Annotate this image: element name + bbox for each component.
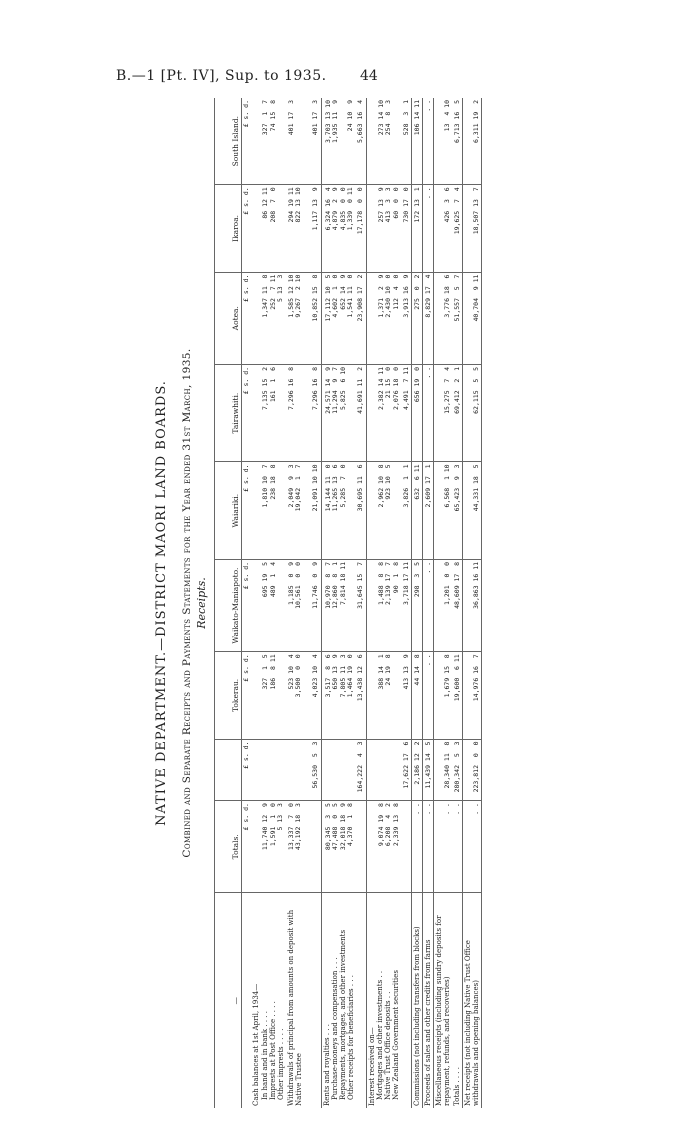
value-cell: 6,568 1 10 xyxy=(434,462,453,560)
table-row xyxy=(366,98,401,1108)
value-cell: 2,382 14 11 21 15 0 2,076 18 0 xyxy=(366,364,401,462)
unit-cell: £ s. d. xyxy=(242,739,252,801)
value-cell xyxy=(286,739,304,801)
value-cell: 19,625 7 4 xyxy=(452,185,463,272)
unit-cell: £ s. d. xyxy=(242,272,252,364)
value-cell: . . xyxy=(423,559,434,651)
value-cell: 1,679 15 8 xyxy=(434,652,453,739)
column-header: Tokerau. xyxy=(215,652,242,739)
rotated-table-area xyxy=(150,98,690,1108)
unit-cell: £ s. d. xyxy=(242,801,252,893)
table-body xyxy=(251,98,482,1108)
value-cell: 40,704 9 11 xyxy=(463,272,482,364)
column-header: Waikato-Maniapoto. xyxy=(215,559,242,651)
value-cell: 1,201 0 0 xyxy=(434,559,453,651)
value-cell: 69,412 2 1 xyxy=(452,364,463,462)
value-cell: 62,115 5 5 xyxy=(463,364,482,462)
table-title: NATIVE DEPARTMENT.—DISTRICT MAORI LAND BOARDS. xyxy=(154,380,169,826)
value-cell: 294 19 11 822 13 10 xyxy=(286,185,304,272)
value-cell: 106 14 11 xyxy=(412,98,423,185)
value-cell: 7,296 16 8 xyxy=(286,364,304,462)
value-cell: 10,852 15 8 xyxy=(304,272,321,364)
value-cell: 3,913 16 9 xyxy=(401,272,412,364)
row-label: Rents and royalties . . . Purchase-moneys and compensation . . . Repayments, mortgages, and other investments Other receipts for beneficiaries . . . xyxy=(322,929,355,1106)
row-label: Withdrawals of principal from amounts on deposit with Native Trustee xyxy=(286,909,303,1106)
table-row xyxy=(401,98,412,1108)
column-header-row xyxy=(215,98,242,1108)
value-cell: 298 3 5 xyxy=(412,559,423,651)
value-cell: 695 19 5 489 1 4 xyxy=(251,559,285,651)
value-cell: 6,311 19 2 xyxy=(463,98,482,185)
value-cell: 523 10 4 3,500 0 0 xyxy=(286,652,304,739)
value-cell: 14,144 11 0 11,265 13 6 5,285 7 0 xyxy=(321,462,356,560)
value-cell: 36,863 16 11 xyxy=(463,559,482,651)
document-reference: B.—1 [Pt. IV], Sup. to 1935. xyxy=(116,68,327,84)
column-header: Ikaroa. xyxy=(215,185,242,272)
value-cell: 7,135 15 2 161 1 6 xyxy=(251,364,285,462)
unit-cell: £ s. d. xyxy=(242,652,252,739)
table-row xyxy=(286,98,304,1108)
value-cell: 17,178 0 0 xyxy=(356,185,367,272)
value-cell: 6,713 16 5 xyxy=(452,98,463,185)
rotated-content xyxy=(150,98,690,1108)
value-cell: 401 17 3 xyxy=(286,98,304,185)
value-cell: 13,438 12 6 xyxy=(356,652,367,739)
value-cell: 413 13 9 xyxy=(401,652,412,739)
value-cell xyxy=(251,739,285,801)
value-cell: 31,645 15 7 xyxy=(356,559,367,651)
value-cell: 2,049 9 3 19,042 1 7 xyxy=(286,462,304,560)
value-cell: . . xyxy=(423,364,434,462)
value-cell: 273 14 10 254 8 3 xyxy=(366,98,401,185)
table-row xyxy=(434,98,453,1108)
value-cell xyxy=(401,801,412,893)
value-cell: 23,908 17 2 xyxy=(356,272,367,364)
value-cell: 327 1 7 74 15 8 xyxy=(251,98,285,185)
value-cell: 1,185 0 9 10,561 0 0 xyxy=(286,559,304,651)
value-cell: 2,186 12 2 xyxy=(412,739,423,801)
unit-cell: £ s. d. xyxy=(242,462,252,560)
value-cell: 1,371 2 9 2,430 10 0 112 4 0 xyxy=(366,272,401,364)
value-cell: . . xyxy=(412,801,423,893)
row-label: Cash balances at 1st April, 1934— In hand and in bank . . . . Imprests at Post Office . . . . Other imprests . . . . xyxy=(252,983,285,1106)
row-label: Miscellaneous receipts (including sundry deposits for repayment, refunds, and recoveries) xyxy=(435,915,452,1106)
value-cell: 1,347 11 8 252 7 11 5 13 3 xyxy=(251,272,285,364)
value-cell: 280,342 5 3 xyxy=(452,739,463,801)
value-cell xyxy=(304,801,321,893)
table-row xyxy=(412,98,423,1108)
value-cell: 41,691 11 2 xyxy=(356,364,367,462)
value-cell: 528 3 1 xyxy=(401,98,412,185)
table-row xyxy=(463,98,482,1108)
value-cell: 30,695 11 6 xyxy=(356,462,367,560)
column-header: Waiariki. xyxy=(215,462,242,560)
value-cell: 164,222 4 3 xyxy=(356,739,367,801)
section-label: Receipts. xyxy=(195,577,208,629)
value-cell: 3,718 17 11 xyxy=(401,559,412,651)
row-label: Commissions (not including transfers from blocks) xyxy=(412,893,423,1108)
value-cell: 15,275 7 4 xyxy=(434,364,453,462)
row-label: Net receipts (not including Native Trust Office withdrawals and opening balances) xyxy=(463,893,482,1108)
table-row xyxy=(452,98,463,1108)
value-cell: 65,423 9 3 xyxy=(452,462,463,560)
value-cell: 388 14 1 24 19 8 xyxy=(366,652,401,739)
value-cell: 3,776 18 6 xyxy=(434,272,453,364)
receipts-table xyxy=(214,98,482,1108)
value-cell xyxy=(321,739,356,801)
row-label xyxy=(304,893,321,1108)
value-cell: 56,530 5 3 xyxy=(304,739,321,801)
value-cell: 17,112 10 5 4,602 1 0 652 14 9 1,541 11 0 xyxy=(321,272,356,364)
unit-row xyxy=(242,98,252,1108)
table-subtitle: Combined and Separate Receipts and Payments Statements for the Year ended 31st March, 1935. xyxy=(181,348,193,858)
column-header: — xyxy=(215,893,242,1108)
column-header: South Island. xyxy=(215,98,242,185)
value-cell: 426 3 6 xyxy=(434,185,453,272)
value-cell: 24,571 14 9 11,294 9 7 5,825 6 10 xyxy=(321,364,356,462)
column-header: Tairawhiti. xyxy=(215,364,242,462)
table-row xyxy=(304,98,321,1108)
value-cell: . . xyxy=(452,801,463,893)
value-cell: 5,663 16 4 xyxy=(356,98,367,185)
column-header: Aotea. xyxy=(215,272,242,364)
value-cell: 11,740 12 9 1,591 1 0 5 13 3 xyxy=(251,801,285,893)
row-label xyxy=(401,893,412,1108)
value-cell: 3,826 1 1 xyxy=(401,462,412,560)
page-number: 44 xyxy=(360,68,378,84)
value-cell: . . xyxy=(423,185,434,272)
column-header xyxy=(215,739,242,801)
unit-cell: £ s. d. xyxy=(242,98,252,185)
value-cell: 11,746 0 9 xyxy=(304,559,321,651)
value-cell: . . xyxy=(463,801,482,893)
unit-cell: £ s. d. xyxy=(242,185,252,272)
table-row xyxy=(423,98,434,1108)
value-cell: 172 13 1 xyxy=(412,185,423,272)
value-cell: 4,023 10 4 xyxy=(304,652,321,739)
row-label xyxy=(356,893,367,1108)
value-cell: 44,331 18 5 xyxy=(463,462,482,560)
value-cell: 2,962 10 8 923 10 5 xyxy=(366,462,401,560)
value-cell: 1,810 10 7 238 18 8 xyxy=(251,462,285,560)
value-cell: 6,324 16 4 4,879 2 9 4,835 0 0 1,339 0 11 xyxy=(321,185,356,272)
value-cell: 28,340 11 8 xyxy=(434,739,453,801)
value-cell: . . xyxy=(423,652,434,739)
value-cell: 44 14 8 xyxy=(412,652,423,739)
value-cell: 1,488 8 8 2,139 17 7 90 1 8 xyxy=(366,559,401,651)
value-cell: 86 12 11 208 7 0 xyxy=(251,185,285,272)
value-cell: 327 1 5 186 8 11 xyxy=(251,652,285,739)
value-cell: 632 6 11 xyxy=(412,462,423,560)
unit-cell: £ s. d. xyxy=(242,559,252,651)
value-cell xyxy=(356,801,367,893)
value-cell: 51,557 5 7 xyxy=(452,272,463,364)
value-cell: 10,970 8 7 12,860 8 1 7,814 18 11 xyxy=(321,559,356,651)
value-cell: 8,829 17 4 xyxy=(423,272,434,364)
value-cell: 3,517 8 6 650 13 9 7,805 11 3 1,464 19 0 xyxy=(321,652,356,739)
table-row xyxy=(321,98,356,1108)
value-cell: 401 17 3 xyxy=(304,98,321,185)
table-row xyxy=(356,98,367,1108)
row-label: Totals . . . . xyxy=(452,893,463,1108)
value-cell: . . xyxy=(423,801,434,893)
column-header: Totals. xyxy=(215,801,242,893)
row-label: Interest received on— Mortgages and other investments . . Native Trust Office deposits . . New Zealand Government securities xyxy=(367,970,401,1106)
value-cell: 223,812 0 0 xyxy=(463,739,482,801)
value-cell: 656 19 0 xyxy=(412,364,423,462)
value-cell: 257 13 9 413 3 3 60 0 0 xyxy=(366,185,401,272)
value-cell: 1,117 13 9 xyxy=(304,185,321,272)
value-cell: 13,337 7 0 43,192 18 3 xyxy=(286,801,304,893)
value-cell: . . xyxy=(434,801,453,893)
unit-cell: £ s. d. xyxy=(242,364,252,462)
value-cell: 18,507 13 7 xyxy=(463,185,482,272)
value-cell: 730 17 0 xyxy=(401,185,412,272)
value-cell: 275 0 2 xyxy=(412,272,423,364)
value-cell: 14,976 16 7 xyxy=(463,652,482,739)
row-label: Proceeds of sales and other credits from farms xyxy=(423,893,434,1108)
value-cell: 2,609 17 1 xyxy=(423,462,434,560)
value-cell: 7,296 16 8 xyxy=(304,364,321,462)
value-cell: 4,491 7 11 xyxy=(401,364,412,462)
value-cell: 9,074 19 8 6,208 4 2 2,339 13 8 xyxy=(366,801,401,893)
value-cell: 21,091 10 10 xyxy=(304,462,321,560)
value-cell: 13 4 10 xyxy=(434,98,453,185)
value-cell: 11,439 14 5 xyxy=(423,739,434,801)
table-row xyxy=(251,98,285,1108)
value-cell: 19,600 6 11 xyxy=(452,652,463,739)
value-cell: 17,622 17 6 xyxy=(401,739,412,801)
value-cell xyxy=(366,739,401,801)
value-cell: . . xyxy=(423,98,434,185)
value-cell: 80,345 3 5 47,488 0 5 32,018 18 9 4,370 1 8 xyxy=(321,801,356,893)
value-cell: 3,703 13 10 1,935 11 9 24 10 9 xyxy=(321,98,356,185)
value-cell: 1,585 12 10 9,267 2 10 xyxy=(286,272,304,364)
unit-cell xyxy=(242,893,252,1108)
value-cell: 48,609 17 8 xyxy=(452,559,463,651)
